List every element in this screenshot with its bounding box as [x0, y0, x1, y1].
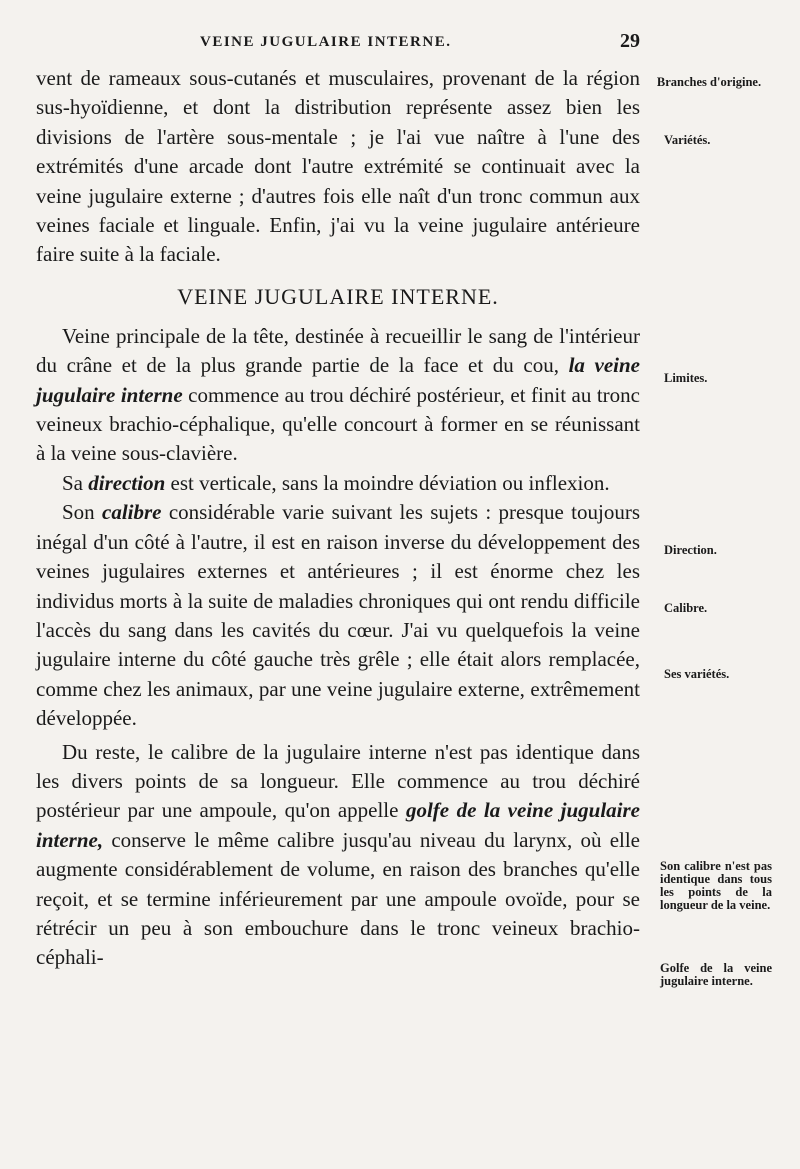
italic-term: calibre	[102, 500, 162, 525]
paragraph-text: commence au trou déchiré postérieur, et finit au tronc veineux brachio-céphalique, qu'elle concourt à former en se réunissant à la veine sous-clavière.	[36, 382, 640, 466]
paragraph-direction	[36, 469, 640, 498]
paragraph-text: Son	[62, 500, 103, 525]
paragraph-text: Veine principale de la tête, destinée à recueillir le sang de l'intérieur du crâne et de la plus grande partie de la face et du cou,	[36, 323, 640, 378]
running-head-title: VEINE JUGULAIRE INTERNE.	[200, 34, 452, 50]
section-heading: VEINE JUGULAIRE INTERNE.	[177, 283, 499, 309]
margin-note-calibre: Calibre.	[664, 601, 708, 615]
page-number: 29	[620, 30, 640, 52]
margin-note-son-calibre: Son calibre n'est pas identique dans tous les points de la longueur de la veine.	[660, 859, 772, 912]
paragraph-text: considérable varie suivant les sujets : presque toujours inégal d'un côté à l'autre, il est en raison inverse du développement des veines jugulaires externes et antérieures ; il est énorme chez les individus morts à la suite de maladies chroniques qui ont rendu difficile l'accès du sang dans les cavités du cœur. J'ai vu quelquefois la veine jugulaire interne du côté gauche très grêle ; elle était alors remplacée, comme chez les animaux, par une veine jugulaire externe, extrêmement développée.	[36, 500, 640, 731]
margin-note-golfe: Golfe de la veine jugulaire interne.	[660, 961, 772, 988]
margin-note-ses-varietes: Ses variétés.	[664, 667, 730, 681]
margin-note-limites: Limites.	[664, 371, 708, 385]
italic-term: la veine jugulaire interne	[36, 353, 640, 407]
italic-term: golfe de la veine jugulaire interne,	[36, 798, 640, 852]
paragraph-limites	[36, 322, 640, 469]
paragraph-continuation: vent de rameaux sous-cutanés et musculaires, provenant de la région sus-hyoïdienne, et dont la distribution représente assez bien les divisions de l'artère sous-mentale ; je l'ai vue naître à l'une des extrémités d'une arcade dont l'autre extrémité se continuait avec la veine jugulaire externe ; d'autres fois elle naît d'un tronc commun aux veines faciale et linguale. Enfin, j'ai vu la veine jugulaire antérieure faire suite à la faciale.	[36, 66, 640, 267]
paragraph-text: Sa	[62, 470, 89, 495]
margin-note-branches-origine: Branches d'origine.	[656, 75, 762, 89]
italic-term: direction	[88, 470, 166, 495]
main-text	[36, 64, 640, 973]
paragraph-text: Du reste, le calibre de la jugulaire interne n'est pas identique dans les divers points de sa longueur. Elle commence au trou déchiré postérieur par une ampoule, qu'on appelle	[36, 739, 640, 823]
paragraph-calibre	[36, 498, 640, 733]
paragraph-text: conserve le même calibre jusqu'au niveau du larynx, où elle augmente considérablement de volume, en raison des branches qu'elle reçoit, et se termine inférieurement par une ampoule ovoïde, pour se rétrécir un peu à son embouchure dans le tronc veineux brachio-céphali-	[36, 827, 640, 970]
paragraph-text: est verticale, sans la moindre déviation ou inflexion.	[165, 470, 610, 495]
paragraph-golfe	[36, 738, 640, 973]
margin-note-direction: Direction.	[664, 543, 717, 557]
margin-note-varietes: Variétés.	[664, 133, 711, 147]
